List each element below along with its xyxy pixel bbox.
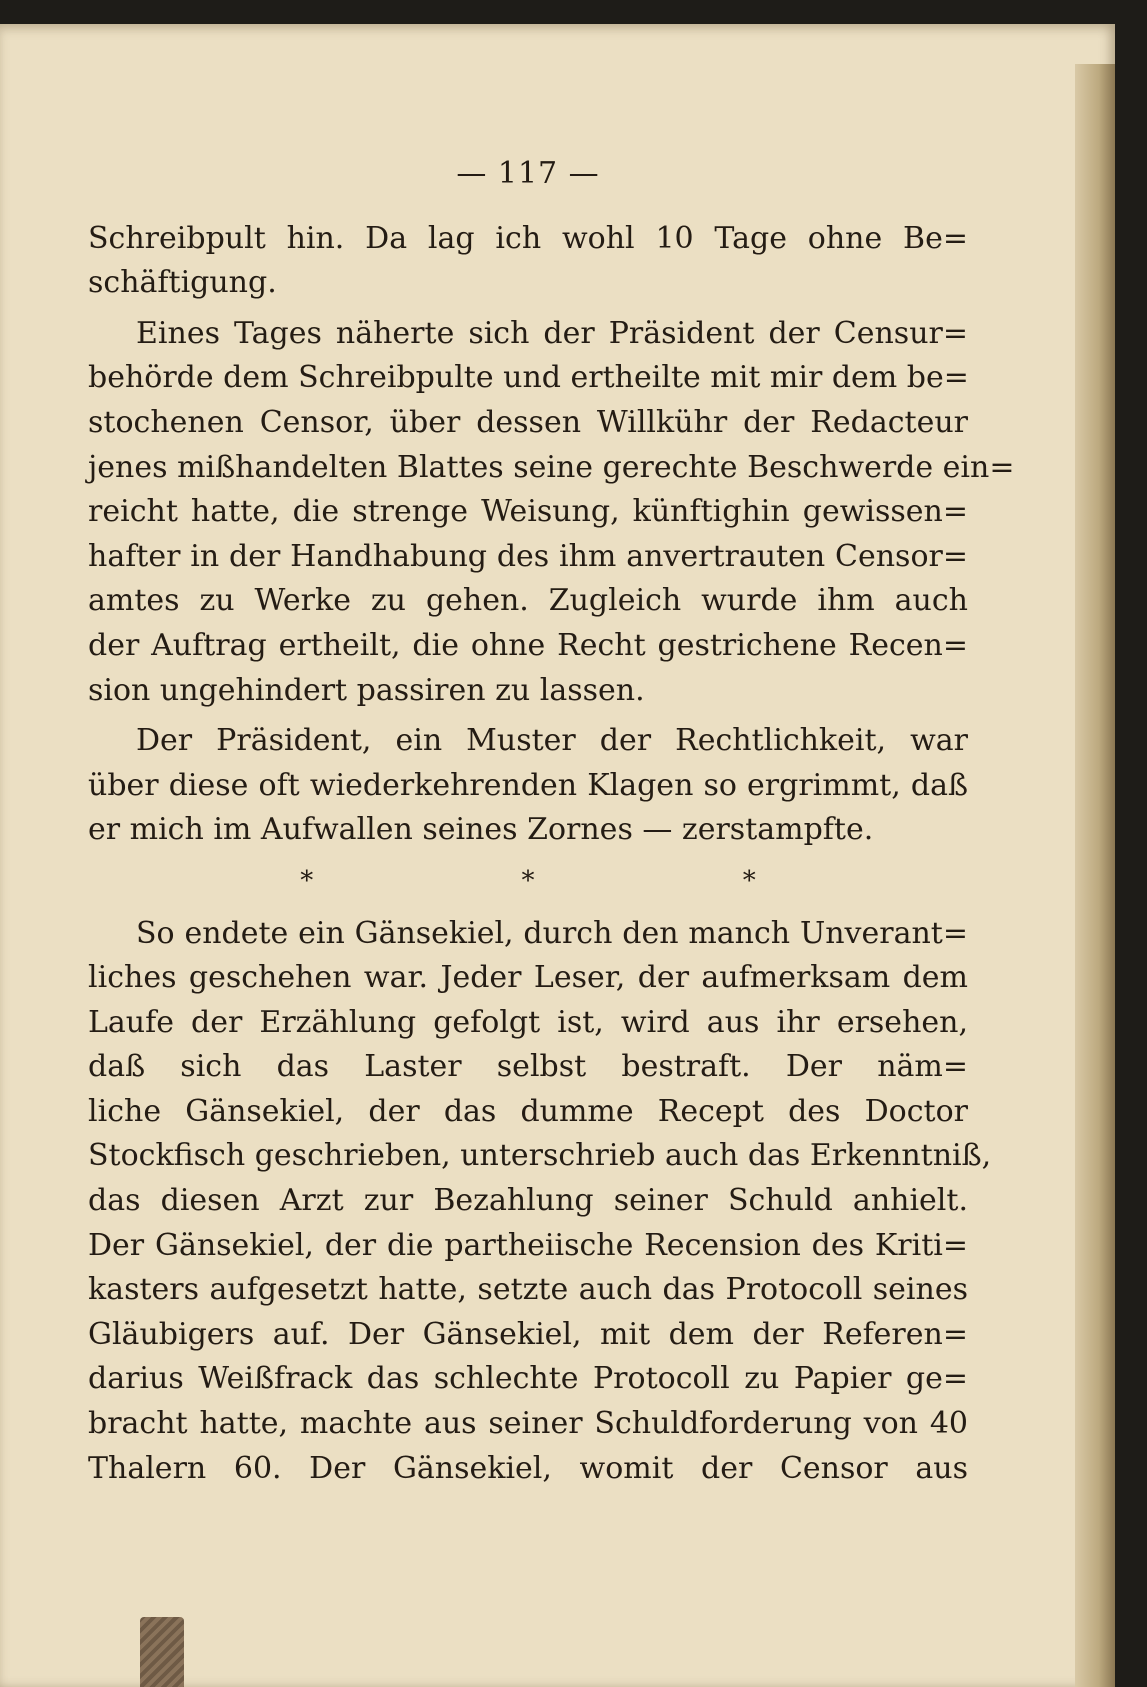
text-line: behörde dem Schreibpulte und ertheilte mit mir dem be= — [88, 360, 969, 396]
text-line: Schreibpult hin. Da lag ich wohl 10 Tage ohne Be= — [88, 220, 968, 256]
page-edge — [1075, 64, 1115, 1687]
section-separator: * * * — [300, 865, 856, 896]
text-line: daß sich das Laster selbst bestraft. Der näm= — [88, 1049, 968, 1085]
text-line: amtes zu Werke zu gehen. Zugleich wurde ihm auch — [88, 583, 968, 619]
text-line: liches geschehen war. Jeder Leser, der aufmerksam dem — [88, 960, 968, 996]
text-line: So endete ein Gänsekiel, durch den manch Unverant= — [136, 915, 968, 951]
text-line: hafter in der Handhabung des ihm anvertrauten Censor= — [88, 538, 968, 574]
text-line: jenes mißhandelten Blattes seine gerechte Beschwerde ein= — [88, 449, 1015, 485]
paragraph-4 — [88, 912, 992, 1492]
text-line: darius Weißfrack das schlechte Protocoll zu Papier ge= — [88, 1361, 968, 1397]
text-line: Gläubigers auf. Der Gänsekiel, mit dem der Referen= — [88, 1316, 968, 1352]
text-line: er mich im Aufwallen seines Zornes — zerstampfte. — [88, 812, 874, 848]
text-line: Der Gänsekiel, der die partheiische Recension des Kriti= — [88, 1227, 968, 1263]
page-number: — 117 — — [456, 156, 600, 191]
text-line: über diese oft wiederkehrenden Klagen so ergrimmt, daß — [88, 767, 968, 803]
text-line: stochenen Censor, über dessen Willkühr der Redacteur — [88, 404, 968, 440]
text-line: kasters aufgesetzt hatte, setzte auch das Protocoll seines — [88, 1272, 968, 1308]
text-line: das diesen Arzt zur Bezahlung seiner Schuld anhielt. — [88, 1183, 968, 1219]
text-line: sion ungehindert passiren zu lassen. — [88, 672, 645, 708]
paragraph-3 — [88, 719, 968, 853]
bookmark-ribbon — [140, 1617, 184, 1687]
text-line: bracht hatte, machte aus seiner Schuldforderung von 40 — [88, 1406, 968, 1442]
text-line: Laufe der Erzählung gefolgt ist, wird aus ihr ersehen, — [88, 1004, 968, 1040]
text-line: Stockfisch geschrieben, unterschrieb auch das Erkenntniß, — [88, 1138, 992, 1174]
text-line: der Auftrag ertheilt, die ohne Recht gestrichene Recen= — [88, 627, 968, 663]
book-page — [0, 24, 1115, 1687]
text-line: Der Präsident, ein Muster der Rechtlichkeit, war — [136, 723, 968, 759]
paragraph-1 — [88, 217, 968, 306]
page-text — [88, 152, 1015, 1491]
text-line: Thalern 60. Der Gänsekiel, womit der Censor aus — [88, 1450, 968, 1486]
text-line: schäftigung. — [88, 265, 277, 301]
paragraph-2 — [88, 312, 1015, 713]
text-line: reicht hatte, die strenge Weisung, künftighin gewissen= — [88, 494, 968, 530]
text-line: liche Gänsekiel, der das dumme Recept des Doctor — [88, 1093, 968, 1129]
text-line: Eines Tages näherte sich der Präsident der Censur= — [136, 315, 968, 351]
